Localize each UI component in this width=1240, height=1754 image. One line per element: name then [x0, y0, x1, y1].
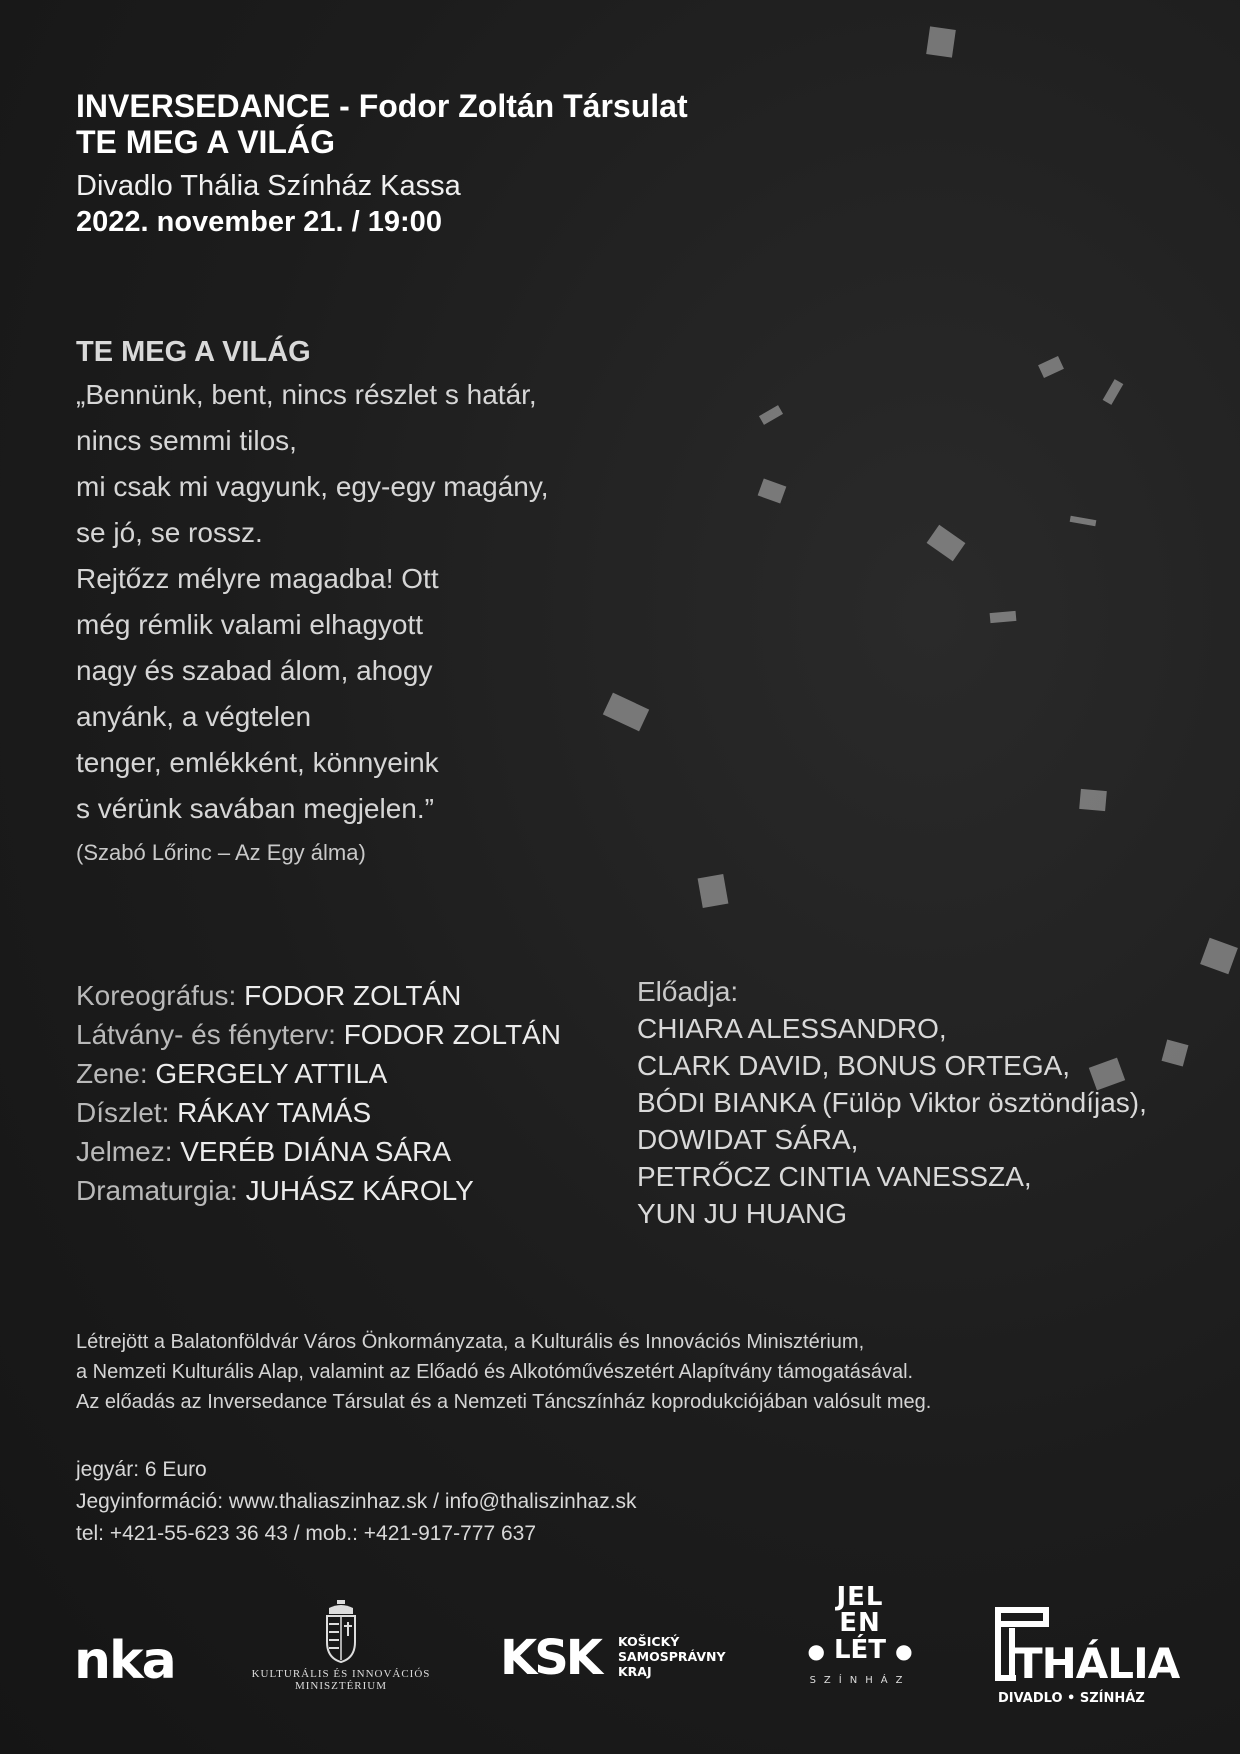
thalia-wordmark: THÁLIA [1014, 1639, 1180, 1688]
support-statement [76, 1327, 931, 1417]
cast-line: DOWIDAT SÁRA, [637, 1124, 859, 1155]
poem-line: még rémlik valami elhagyott [76, 609, 424, 640]
jelenlet-word2: EN [839, 1608, 881, 1638]
credit-row [76, 976, 561, 1015]
poem-line: „Bennünk, bent, nincs részlet s határ, [76, 379, 537, 410]
cast-line: BÓDI BIANKA (Fülöp Viktor ösztöndíjas), [637, 1087, 1147, 1118]
ticket-price: jegyár: 6 Euro [76, 1458, 207, 1481]
poem-line: nincs semmi tilos, [76, 425, 297, 456]
poem-line: nagy és szabad álom, ahogy [76, 655, 433, 686]
cast-line: YUN JU HUANG [637, 1198, 848, 1229]
poem-title: TE MEG A VILÁG [76, 336, 311, 368]
support-line: Az előadás az Inversedance Társulat és a Nemzeti Táncszínház koprodukciójában valósult meg. [76, 1391, 932, 1413]
show-title: TE MEG A VILÁG [76, 124, 335, 160]
thalia-logo [994, 1608, 1180, 1713]
cast-list [637, 974, 1147, 1232]
credit-row [76, 1054, 561, 1093]
credit-value: FODOR ZOLTÁN [244, 980, 462, 1011]
cast-line: CLARK DAVID, BONUS ORTEGA, [637, 1050, 1071, 1081]
poem-line: Rejtőzz mélyre magadba! Ott [76, 563, 439, 594]
thalia-mark [994, 1608, 1180, 1708]
credit-label: Zene: [76, 1058, 156, 1089]
jelenlet-word3: LÉT [833, 1635, 887, 1665]
credit-value: JUHÁSZ KÁROLY [245, 1175, 474, 1206]
credit-label: Jelmez: [76, 1136, 181, 1167]
credit-row [76, 1132, 561, 1171]
venue: Divadlo Thália Színház Kassa [76, 170, 461, 202]
credit-value: VERÉB DIÁNA SÁRA [180, 1136, 452, 1167]
sponsor-logos [0, 1580, 1240, 1740]
dot-icon: ● [895, 1639, 913, 1663]
poem-lines [76, 372, 549, 832]
jelenlet-subtitle: SZÍNHÁZ [809, 1675, 911, 1686]
nka-wordmark: nka [74, 1631, 175, 1691]
poem-line: mi csak mi vagyunk, egy-egy magány, [76, 471, 549, 502]
credit-row [76, 1171, 561, 1210]
ksk-name-line1: KOŠICKÝ [618, 1633, 680, 1649]
ticket-info [76, 1454, 637, 1550]
cast-line: PETRŐCZ CINTIA VANESSZA, [637, 1161, 1032, 1192]
svg-text:KSK: KSK [500, 1630, 600, 1686]
credit-value: FODOR ZOLTÁN [343, 1019, 561, 1050]
credits-list [76, 976, 561, 1210]
cast-label: Előadja: [637, 976, 739, 1007]
phone-numbers: tel: +421-55-623 36 43 / mob.: +421-917-777 637 [76, 1522, 537, 1545]
company-name: INVERSEDANCE - Fodor Zoltán Társulat [76, 88, 688, 124]
ticket-contact: Jegyinformáció: www.thaliaszinhaz.sk / info@thaliszinhaz.sk [76, 1490, 637, 1513]
poem-block [76, 332, 549, 866]
credit-value: RÁKAY TAMÁS [177, 1097, 372, 1128]
jelenlet-logo [790, 1584, 930, 1686]
ksk-name-line2: SAMOSPRÁVNY [618, 1648, 726, 1664]
poem-line: se jó, se rossz. [76, 517, 263, 548]
date-time: 2022. november 21. / 19:00 [76, 206, 442, 238]
nka-logo [74, 1632, 180, 1693]
poem-line: anyánk, a végtelen [76, 701, 312, 732]
support-line: a Nemzeti Kulturális Alap, valamint az Előadó és Alkotóművészetért Alapítvány támogatásával. [76, 1361, 914, 1383]
credit-row [76, 1015, 561, 1054]
ksk-mark [500, 1630, 612, 1686]
event-header [76, 88, 688, 240]
credit-label: Látvány- és fényterv: [76, 1019, 344, 1050]
poem-line: tenger, emlékként, könnyeink [76, 747, 439, 778]
ministry-name-line2: MINISZTÉRIUM [294, 1680, 388, 1692]
ministry-name-line1: KULTURÁLIS ÉS INNOVÁCIÓS [251, 1668, 431, 1680]
ksk-logo [500, 1630, 726, 1686]
coat-of-arms-icon [323, 1600, 359, 1664]
thalia-subtitle: DIVADLO • SZÍNHÁZ [998, 1691, 1145, 1706]
poem-source: (Szabó Lőrinc – Az Egy álma) [76, 840, 366, 865]
credit-label: Koreográfus: [76, 980, 245, 1011]
cast-line: CHIARA ALESSANDRO, [637, 1013, 947, 1044]
credit-row [76, 1093, 561, 1132]
support-line: Létrejött a Balatonföldvár Város Önkormányzata, a Kulturális és Innovációs Minisztérium, [76, 1331, 865, 1353]
ministry-logo [246, 1600, 436, 1692]
jelenlet-word1: JEL [836, 1582, 884, 1612]
credit-label: Dramaturgia: [76, 1175, 246, 1206]
credit-value: GERGELY ATTILA [155, 1058, 388, 1089]
credit-label: Díszlet: [76, 1097, 178, 1128]
ksk-name-line3: KRAJ [618, 1663, 652, 1679]
dot-icon: ● [807, 1639, 825, 1663]
poem-line: s vérünk savában megjelen.” [76, 793, 434, 824]
